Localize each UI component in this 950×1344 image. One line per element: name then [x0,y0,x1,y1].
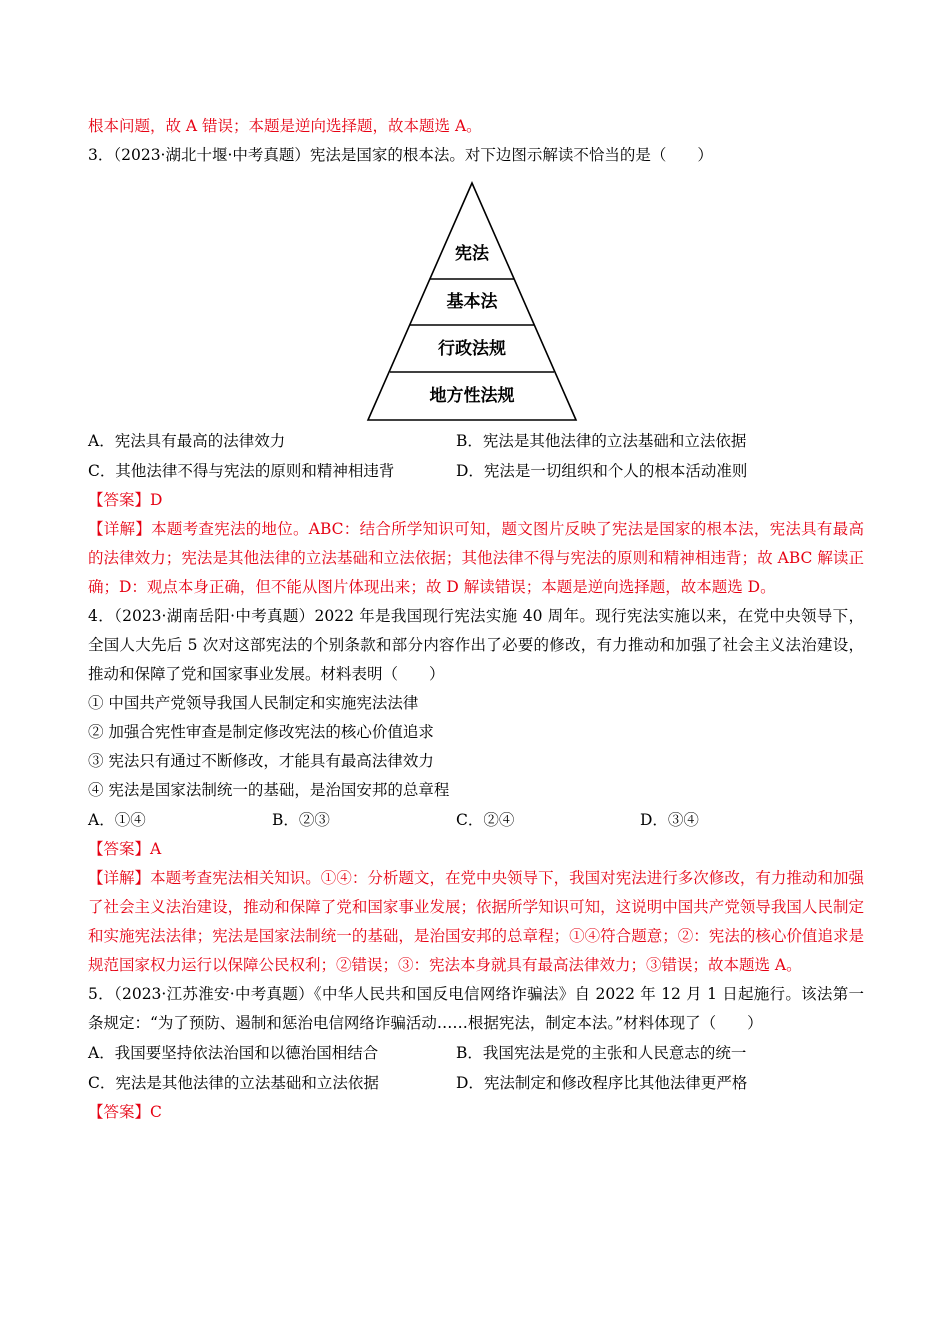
pyramid-level-1: 宪法 [455,244,489,264]
q4-option-b: B．②③ [272,811,330,829]
q3-option-b: B．宪法是其他法律的立法基础和立法依据 [456,432,747,450]
q4-option-d: D．③④ [640,811,699,829]
pyramid-level-4: 地方性法规 [429,386,515,406]
detail-label: 【详解】 [88,520,152,538]
q3-option-d: D．宪法是一切组织和个人的根本活动准则 [456,462,748,480]
pyramid-level-3: 行政法规 [438,339,506,359]
detail-text: 本题考查宪法相关知识。①④：分析题文，在党中央领导下，我国对宪法进行多次修改，有力推动和加强了社会主义法治建设，推动和保障了党和国家事业发展；依据所学知识可知，这说明中国共产党领导我国人民制定和实施宪法法律；宪法是国家法制统一的基础，是治国安邦的总章程；①④符合题意；②：宪法的核心价值追求是规范国家权力运行以保障公民权利；②错误；③：宪法本身就具有最高法律效力；③错误；故本题选 A。 [88,869,864,974]
q5-option-d: D．宪法制定和修改程序比其他法律更严格 [456,1074,748,1092]
q5-options-row-2 [88,1068,864,1098]
q3-stem: 3．（2023·湖北十堰·中考真题）宪法是国家的根本法。对下边图示解读不恰当的是（ ） [88,146,713,164]
q5-stem: 5．（2023·江苏淮安·中考真题）《中华人民共和国反电信网络诈骗法》自 2022 年 12 月 1 日起施行。该法第一条规定：“为了预防、遏制和惩治电信网络诈骗活动……根据宪法，制定本法。”材料体现了（ ） [88,985,864,1032]
pyramid-diagram [366,180,578,422]
law-hierarchy-pyramid [88,172,864,424]
q4-item-2: ② 加强合宪性审查是制定修改宪法的核心价值追求 [88,723,434,741]
q4-option-c: C．②④ [456,811,515,829]
q5-answer [88,1098,864,1127]
q5-option-b: B．我国宪法是党的主张和人民意志的统一 [456,1044,747,1062]
q4-item-4: ④ 宪法是国家法制统一的基础，是治国安邦的总章程 [88,781,450,799]
q4-stem: 4．（2023·湖南岳阳·中考真题）2022 年是我国现行宪法实施 40 周年。现行宪法实施以来，在党中央领导下，全国人大先后 5 次对这部宪法的个别条款和部分内容作出了必要的修改，有力推动和加强了社会主义法治建设，推动和保障了党和国家事业发展。材料表明（ ） [88,607,864,683]
q5-option-a: A．我国要坚持依法治国和以德治国相结合 [88,1044,379,1062]
q4-detail [88,864,864,980]
q3-options-row-1 [88,426,864,456]
answer-value: A [150,840,162,858]
q3-answer [88,486,864,515]
q4-item-1: ① 中国共产党领导我国人民制定和实施宪法法律 [88,694,419,712]
answer-label: 【答案】 [88,1103,151,1121]
answer-label: 【答案】 [88,491,151,509]
answer-value: C [150,1103,162,1121]
answer-value: D [150,491,163,509]
q4-answer [88,835,864,864]
q4-item-3: ③ 宪法只有通过不断修改，才能具有最高法律效力 [88,752,434,770]
document-page [88,112,864,1127]
q3-options-row-2 [88,456,864,486]
q3-detail [88,515,864,602]
answer-label: 【答案】 [88,840,151,858]
q5-options-row-1 [88,1038,864,1068]
detail-label: 【详解】 [88,869,151,887]
q5-option-c: C．宪法是其他法律的立法基础和立法依据 [88,1074,379,1092]
detail-text: 本题考查宪法的地位。ABC：结合所学知识可知，题文图片反映了宪法是国家的根本法，宪法具有最高的法律效力；宪法是其他法律的立法基础和立法依据；其他法律不得与宪法的原则和精神相违背；故 ABC 解读正确；D：观点本身正确，但不能从图片体现出来；故 D 解读错误；本题是逆向选择题，故本题选 D。 [88,520,864,596]
q4-options [88,805,864,835]
q3-option-a: A．宪法具有最高的法律效力 [88,432,286,450]
q3-option-c: C．其他法律不得与宪法的原则和精神相违背 [88,462,395,480]
q4-option-a: A．①④ [88,811,146,829]
previous-explanation-tail: 根本问题，故 A 错误；本题是逆向选择题，故本题选 A。 [88,117,482,135]
pyramid-level-2: 基本法 [446,292,498,312]
